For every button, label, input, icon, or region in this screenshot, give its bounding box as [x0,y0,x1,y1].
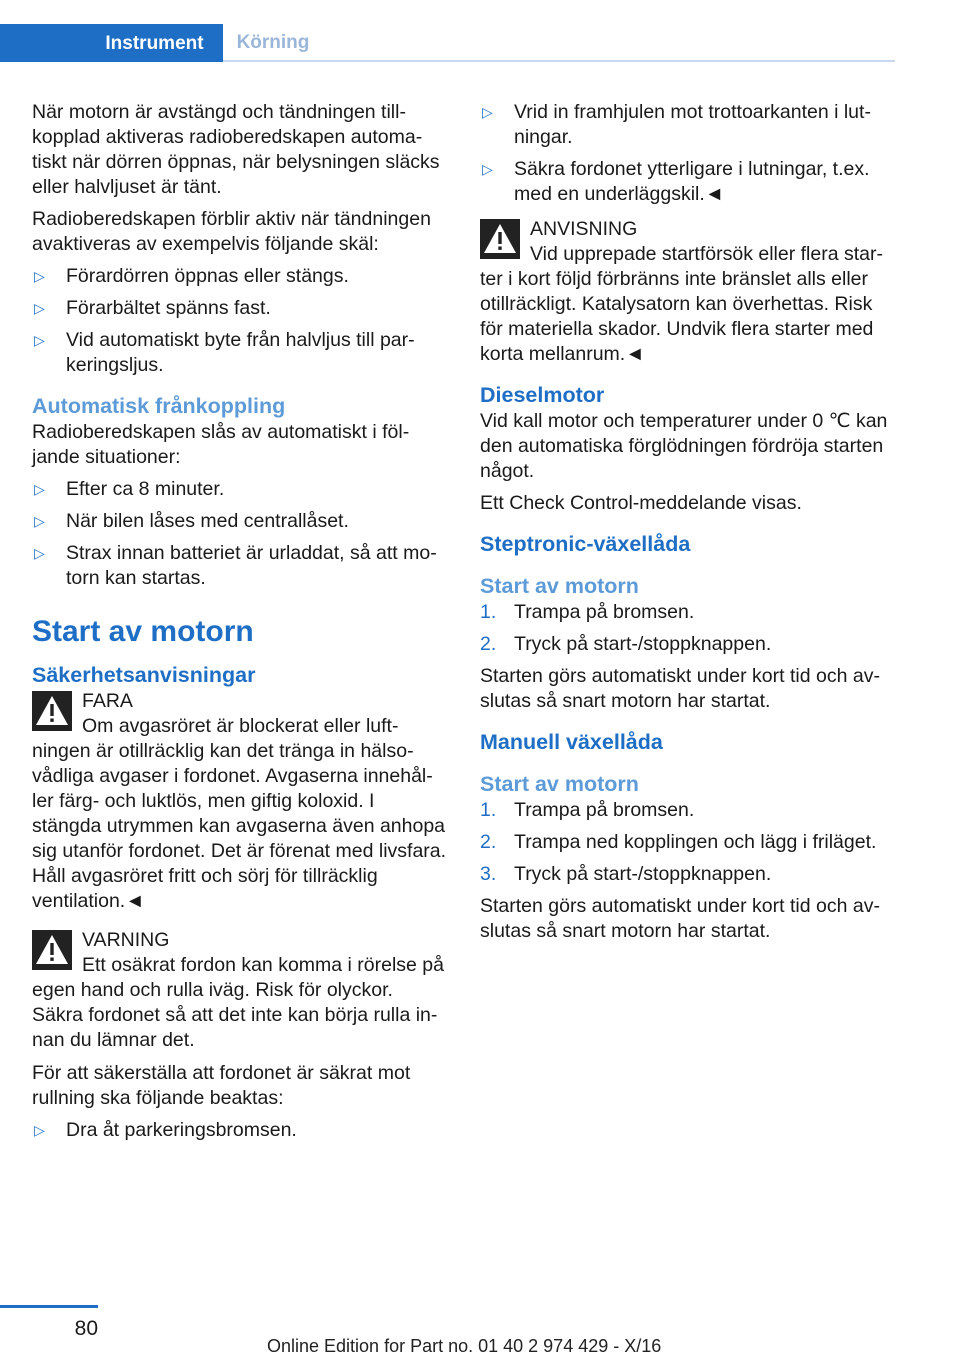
list-item: 1. Trampa på bromsen. [480,601,695,623]
triangle-bullet-icon: ▷ [34,300,45,316]
paragraph: Starten görs automatiskt under kort tid och avslutas så snart motorn har startat. [480,895,880,942]
chapter-title: Start av motorn [32,615,254,648]
footer-divider [0,1305,98,1308]
warning-text: Vid upprepade startförsök eller flera starter i kort följd förbränns inte bränslet alls eller otillräckligt. Katalysatorn kan överhettas. Risk för materiella skador. Undvik flera starter med korta mellanrum.◄ [480,243,883,365]
header-divider [223,60,895,62]
left-column [32,100,447,1150]
list-item: ▷ Strax innan batteriet är urladdat, så att motorn kan startas. [34,542,437,589]
warning-box [32,928,447,1053]
paragraph: Radioberedskapen förblir aktiv när tändningen avaktiveras av exempelvis följande skäl: [32,208,431,255]
warning-box [32,689,447,914]
triangle-bullet-icon: ▷ [34,545,45,561]
page-number: 80 [74,1317,98,1340]
triangle-bullet-icon: ▷ [34,268,45,284]
section-heading: Automatisk frånkoppling [32,394,286,418]
list-item: ▷ Förarbältet spänns fast. [34,297,271,319]
warning-box [480,217,895,367]
paragraph: Vid kall motor och temperaturer under 0 ℃ kan den automatiska förglödningen fördröja starten något. [480,410,888,482]
section-heading: Dieselmotor [480,383,605,407]
list-item: ▷ Vrid in framhjulen mot trottoarkanten i lutningar. [482,101,871,148]
warning-text: Om avgasröret är blockerat eller luftningen är otillräcklig kan det tränga in hälsovådliga avgaser i fordonet. Avgaserna innehåller färg- och luktlös, men giftig koloxid. I stängda utrymmen kan avgaserna även anhopa sig utanför fordonet. Det är förenat med livsfara. Håll avgasröret fritt och sörj för tillräcklig ventilation.◄ [32,715,447,912]
numbered-list [480,600,895,657]
triangle-bullet-icon: ▷ [34,332,45,348]
section-heading: Steptronic-växellåda [480,532,691,556]
bullet-list [32,477,447,591]
numbered-list [480,798,895,887]
list-item: ▷ När bilen låses med centrallåset. [34,510,349,532]
bullet-list [480,100,895,207]
list-item: ▷ Säkra fordonet ytterligare i lutningar, t.ex. med en underläggskil.◄ [482,158,870,205]
warning-triangle-icon [480,219,520,259]
edition-footer: Online Edition for Part no. 01 40 2 974 429 - X/16 [267,1336,662,1356]
list-item: ▷ Efter ca 8 minuter. [34,478,225,500]
warning-text: Ett osäkrat fordon kan komma i rörelse på egen hand och rulla iväg. Risk för olyckor. Säkra fordonet så att det inte kan börja rulla innan du lämnar det. [32,954,444,1051]
warning-triangle-icon [32,691,72,731]
list-item: 1. Trampa på bromsen. [480,799,695,821]
tab-korning: Körning [236,31,310,53]
warning-title: FARA [82,690,133,712]
paragraph: Starten görs automatiskt under kort tid och avslutas så snart motorn har startat. [480,665,880,712]
subsection-heading: Start av motorn [480,574,639,598]
list-item: ▷ Dra åt parkeringsbromsen. [34,1119,297,1141]
paragraph: När motorn är avstängd och tändningen tillkopplad aktiveras radioberedskapen automatiskt när dörren öppnas, när belysningen släcks eller halvljuset är tänt. [32,101,440,198]
paragraph: Ett Check Control-meddelande visas. [480,492,802,514]
paragraph: För att säkerställa att fordonet är säkrat mot rullning ska följande beaktas: [32,1062,411,1109]
list-item: 2. Trampa ned kopplingen och lägg i friläget. [480,831,877,853]
triangle-bullet-icon: ▷ [34,513,45,529]
warning-title: VARNING [82,929,170,951]
bullet-list [32,1118,447,1143]
list-item: 2. Tryck på start-/stoppknappen. [480,633,772,655]
subsection-heading: Start av motorn [480,772,639,796]
list-item: 3. Tryck på start-/stoppknappen. [480,863,772,885]
paragraph: Radioberedskapen slås av automatiskt i följande situationer: [32,421,410,468]
section-heading: Manuell växellåda [480,730,663,754]
section-heading: Säkerhetsanvisningar [32,663,256,687]
page-header [0,24,895,62]
triangle-bullet-icon: ▷ [34,481,45,497]
right-column [480,100,895,951]
warning-title: ANVISNING [530,218,638,240]
triangle-bullet-icon: ▷ [482,104,493,120]
bullet-list [32,264,447,378]
list-item: ▷ Vid automatiskt byte från halvljus till parkeringsljus. [34,329,415,376]
warning-triangle-icon [32,930,72,970]
triangle-bullet-icon: ▷ [34,1122,45,1138]
list-item: ▷ Förardörren öppnas eller stängs. [34,265,349,287]
triangle-bullet-icon: ▷ [482,161,493,177]
tab-instrument: Instrument [0,24,223,62]
